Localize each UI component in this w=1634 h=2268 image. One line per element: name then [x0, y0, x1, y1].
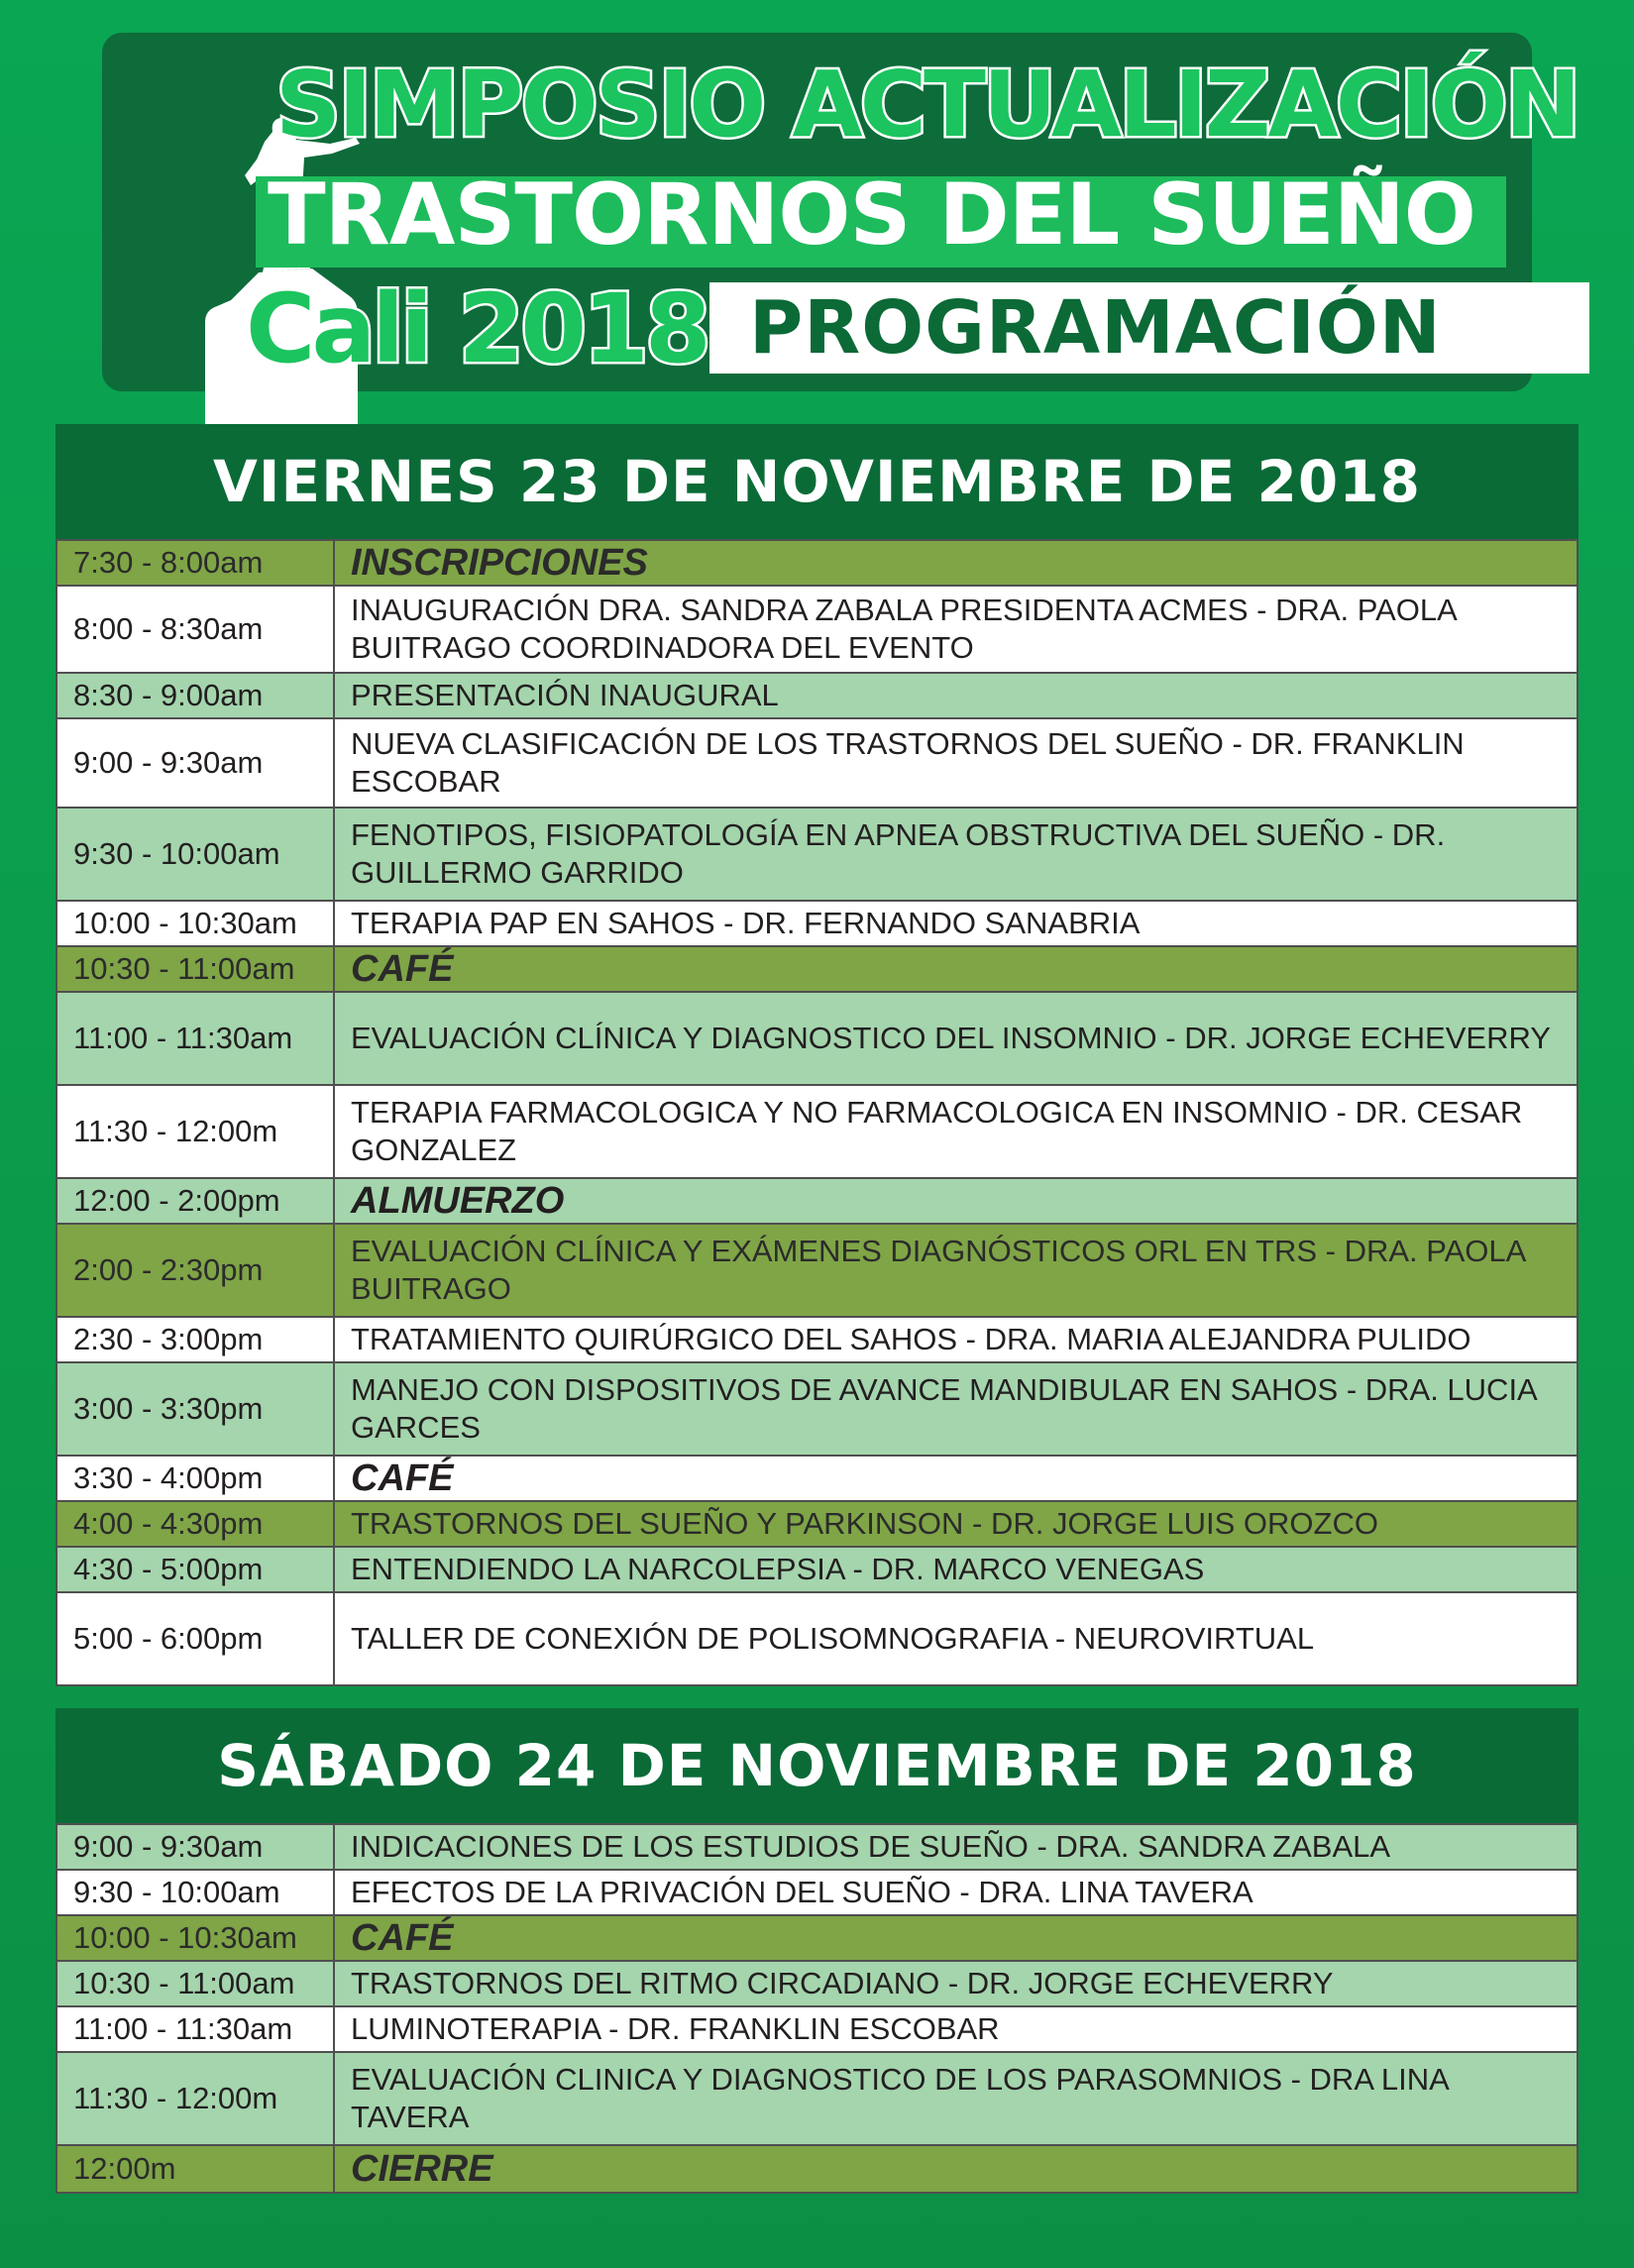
session-cell: TRASTORNOS DEL RITMO CIRCADIANO - DR. JORGE ECHEVERRY	[351, 1966, 1334, 2000]
table-row	[57, 1502, 1577, 1548]
table-row	[57, 674, 1577, 719]
table-row	[57, 1318, 1577, 1363]
session-cell: TRATAMIENTO QUIRÚRGICO DEL SAHOS - DRA. MARIA ALEJANDRA PULIDO	[351, 1322, 1471, 1356]
session-cell: EVALUACIÓN CLÍNICA Y EXÁMENES DIAGNÓSTICOS ORL EN TRS - DRA. PAOLA BUITRAGO	[351, 1234, 1525, 1306]
table-row	[57, 2053, 1577, 2146]
table-row	[57, 809, 1577, 902]
table-row	[57, 1363, 1577, 1457]
time-cell: 8:30 - 9:00am	[57, 674, 335, 717]
break-cell: CIERRE	[351, 2148, 493, 2190]
time-cell: 10:00 - 10:30am	[57, 902, 335, 945]
time-cell: 5:00 - 6:00pm	[57, 1593, 335, 1684]
time-cell: 11:30 - 12:00m	[57, 1086, 335, 1177]
time-cell: 9:30 - 10:00am	[57, 809, 335, 900]
time-cell: 10:30 - 11:00am	[57, 947, 335, 991]
table-row	[57, 1871, 1577, 1916]
time-cell: 12:00m	[57, 2146, 335, 2192]
time-cell: 10:30 - 11:00am	[57, 1962, 335, 2005]
session-cell: FENOTIPOS, FISIOPATOLOGÍA EN APNEA OBSTRUCTIVA DEL SUEÑO - DR. GUILLERMO GARRIDO	[351, 817, 1446, 890]
session-cell: INAUGURACIÓN DRA. SANDRA ZABALA PRESIDENTA ACMES - DRA. PAOLA BUITRAGO COORDINADORA DEL EVENTO	[351, 593, 1457, 665]
time-cell: 4:00 - 4:30pm	[57, 1502, 335, 1546]
session-cell: MANEJO CON DISPOSITIVOS DE AVANCE MANDIBULAR EN SAHOS - DRA. LUCIA GARCES	[351, 1372, 1537, 1445]
time-cell: 11:30 - 12:00m	[57, 2053, 335, 2144]
day-header-friday: VIERNES 23 DE NOVIEMBRE DE 2018	[55, 424, 1579, 539]
table-row	[57, 1962, 1577, 2007]
table-row	[57, 1086, 1577, 1179]
time-cell: 11:00 - 11:30am	[57, 2007, 335, 2051]
time-cell: 3:00 - 3:30pm	[57, 1363, 335, 1455]
table-row	[57, 993, 1577, 1086]
table-row	[57, 587, 1577, 674]
table-row	[57, 719, 1577, 809]
session-cell: INDICACIONES DE LOS ESTUDIOS DE SUEÑO - DRA. SANDRA ZABALA	[351, 1829, 1391, 1864]
table-row	[57, 1179, 1577, 1225]
break-cell: INSCRIPCIONES	[351, 542, 648, 584]
time-cell: 4:30 - 5:00pm	[57, 1548, 335, 1591]
table-row	[57, 1225, 1577, 1318]
session-cell: EVALUACIÓN CLÍNICA Y DIAGNOSTICO DEL INSOMNIO - DR. JORGE ECHEVERRY	[351, 1021, 1551, 1055]
time-cell: 7:30 - 8:00am	[57, 541, 335, 585]
session-cell: EVALUACIÓN CLINICA Y DIAGNOSTICO DE LOS PARASOMNIOS - DRA LINA TAVERA	[351, 2062, 1449, 2134]
break-cell: ALMUERZO	[351, 1180, 565, 1222]
time-cell: 9:00 - 9:30am	[57, 719, 335, 807]
session-cell: NUEVA CLASIFICACIÓN DE LOS TRASTORNOS DEL SUEÑO - DR. FRANKLIN ESCOBAR	[351, 726, 1465, 799]
title-line2: TRASTORNOS DEL SUEÑO	[268, 165, 1475, 265]
table-row	[57, 1916, 1577, 1962]
table-row	[57, 541, 1577, 587]
table-row	[57, 947, 1577, 993]
title-line1: SIMPOSIO ACTUALIZACIÓN	[275, 52, 1579, 158]
table-row	[57, 902, 1577, 947]
table-row	[57, 2007, 1577, 2053]
session-cell: PRESENTACIÓN INAUGURAL	[351, 678, 779, 712]
table-row	[57, 2146, 1577, 2192]
time-cell: 2:00 - 2:30pm	[57, 1225, 335, 1316]
break-cell: CAFÉ	[351, 1458, 454, 1499]
time-cell: 10:00 - 10:30am	[57, 1916, 335, 1960]
time-cell: 12:00 - 2:00pm	[57, 1179, 335, 1223]
programacion-banner	[709, 282, 1589, 374]
time-cell: 9:00 - 9:30am	[57, 1825, 335, 1869]
time-cell: 3:30 - 4:00pm	[57, 1457, 335, 1500]
session-cell: TALLER DE CONEXIÓN DE POLISOMNOGRAFIA - NEUROVIRTUAL	[351, 1621, 1315, 1656]
session-cell: TRASTORNOS DEL SUEÑO Y PARKINSON - DR. JORGE LUIS OROZCO	[351, 1506, 1378, 1541]
session-cell: TERAPIA FARMACOLOGICA Y NO FARMACOLOGICA EN INSOMNIO - DR. CESAR GONZALEZ	[351, 1095, 1523, 1167]
time-cell: 8:00 - 8:30am	[57, 587, 335, 672]
break-cell: CAFÉ	[351, 948, 454, 990]
table-row	[57, 1593, 1577, 1684]
schedule-table-saturday	[55, 1823, 1579, 2194]
session-cell: TERAPIA PAP EN SAHOS - DR. FERNANDO SANABRIA	[351, 906, 1141, 940]
table-row	[57, 1548, 1577, 1593]
time-cell: 11:00 - 11:30am	[57, 993, 335, 1084]
time-cell: 9:30 - 10:00am	[57, 1871, 335, 1914]
day-header-saturday: SÁBADO 24 DE NOVIEMBRE DE 2018	[55, 1708, 1579, 1823]
table-row	[57, 1457, 1577, 1502]
programacion-label: PROGRAMACIÓN	[749, 285, 1442, 371]
schedule-table-friday	[55, 539, 1579, 1686]
title-line3: Cali 2018	[246, 273, 708, 384]
break-cell: CAFÉ	[351, 1917, 454, 1959]
table-row	[57, 1825, 1577, 1871]
session-cell: ENTENDIENDO LA NARCOLEPSIA - DR. MARCO VENEGAS	[351, 1552, 1205, 1586]
time-cell: 2:30 - 3:00pm	[57, 1318, 335, 1361]
session-cell: LUMINOTERAPIA - DR. FRANKLIN ESCOBAR	[351, 2011, 1000, 2046]
session-cell: EFECTOS DE LA PRIVACIÓN DEL SUEÑO - DRA. LINA TAVERA	[351, 1875, 1253, 1909]
